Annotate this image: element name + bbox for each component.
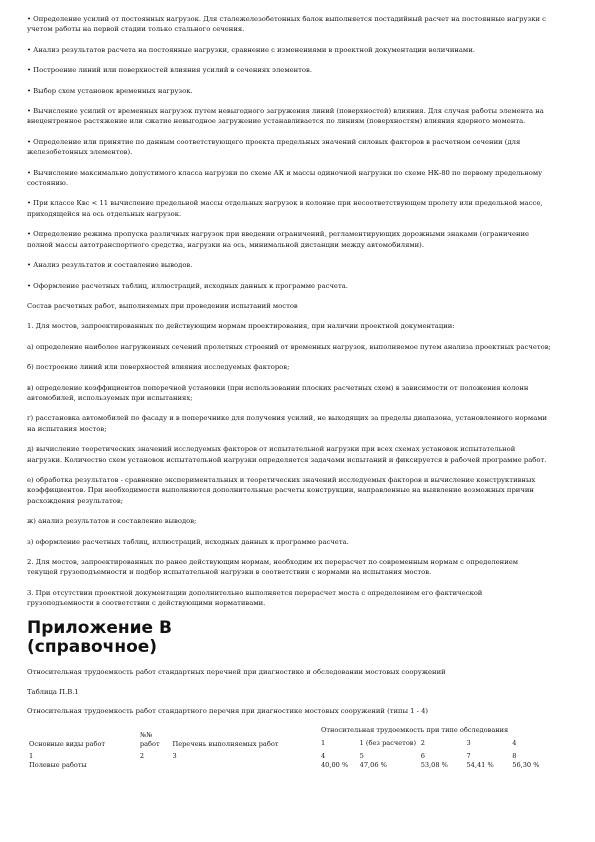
table-cell: 5 <box>359 751 364 760</box>
paragraph: ж) анализ результатов и составление выводов; <box>27 517 197 526</box>
col-num-header: №№ работ <box>139 730 160 748</box>
paragraph: 2. Для мостов, запроектированных по ранее действующим нормам, необходим их перерасчет по современным нормам с определением текущей грузоподъемности и подбор испытательной нагрузки в соответствии с нормами на испытания мостов. <box>27 558 519 577</box>
paragraph: • Определение режима пропуска различных нагрузок при введении ограничений, регламентирующих дорожными знаками (ограничение полной массы автотранспортного средства, нагрузки на ось, минимальной дистанции между автомобилями). <box>27 230 530 249</box>
table-cell: 4 <box>320 751 326 760</box>
type-3-header: 2 <box>420 739 425 748</box>
paragraph: б) построение линий или поверхностей влияния исследуемых факторов; <box>27 363 290 372</box>
table-cell: 3 <box>172 751 177 760</box>
table-cell: 54,41 % <box>466 760 494 769</box>
paragraph: • Определение или принятие по данным соответствующего проекта предельных значений силовых факторов в расчетном сечении (для железобетонных элементов). <box>27 137 521 157</box>
paragraph: • Оформление расчетных таблиц, иллюстраций, исходных данных к программе расчета. <box>27 281 348 290</box>
table-cell: 8 <box>512 751 517 760</box>
col-list-header: Перечень выполняемых работ <box>172 739 279 748</box>
col-main-header: Основные виды работ <box>29 739 106 748</box>
paragraph: • Выбор схем установок временных нагрузок. <box>27 86 193 95</box>
table-cell: 53,08 % <box>420 760 448 769</box>
paragraph: • Вычисление усилий от временных нагрузок путем невыгодного загружения линий (поверхностей) влияния. Для случая работы элемента на внецентренное растяжение или сжатие невыгодное загружение устанавливается по линиям (поверхностям) влияния ядерного момента. <box>27 107 544 126</box>
paragraph: • Анализ результатов расчета на постоянные нагрузки, сравнение с изменениями в проектной документации величинами. <box>27 45 475 54</box>
paragraph: • При классе Квс < 11 вычисление предельной массы отдельных нагрузок в колонне при несоответствующем пролету или предельной массе, приходящейся на ось отдельных нагрузок. <box>27 199 543 218</box>
table-cell <box>170 761 319 770</box>
paragraph: з) оформление расчетных таблиц, иллюстраций, исходных данных к программе расчета. <box>27 537 349 546</box>
paragraph: д) вычисление теоретических значений исследуемых факторов от испытательной нагрузки при всех схемах установок испытательной нагрузки. Количество схем установок испытательной нагрузки определяется задачами испытаний и фиксируется в рабочей программе работ. <box>27 445 547 464</box>
paragraph: 3. При отсутствии проектной документации дополнительно выполняется перерасчет моста с определением его фактической грузоподъемности в соответствии с действующими нормативами. <box>27 588 483 608</box>
appendix-heading-line2: (справочное) <box>27 637 158 658</box>
table-cell: 40,00 % <box>320 760 349 769</box>
table-cell: 47,06 % <box>359 760 387 769</box>
paragraph: • Вычисление максимально допустимого класса нагрузки по схеме АК и массы одиночной нагрузки по схеме НК-80 по первому предельному состоянию. <box>27 168 543 188</box>
table-label: Таблица П.В.1 <box>27 688 79 697</box>
table-index-row <box>27 749 551 761</box>
type-1-header: 1 <box>320 739 326 748</box>
section-subheading: Состав расчетных работ, выполняемых при проведении испытаний мостов <box>27 301 298 310</box>
table-cell: 1 <box>29 751 34 760</box>
appendix-heading-line1: Приложение В <box>27 617 172 638</box>
workload-table <box>27 726 551 770</box>
table-caption: Относительная трудоемкость работ стандартного перечня при диагностике мостовых сооружений (типы 1 - 4) <box>27 707 429 716</box>
paragraph: • Анализ результатов и составление выводов. <box>27 261 193 270</box>
appendix-subtitle: Относительная трудоемкость работ стандартных перечней при диагностике и обследовании мостовых сооружений <box>27 667 446 676</box>
paragraph: г) расстановка автомобилей по фасаду и в поперечнике для получения усилий, не выходящих за пределы диапазона, установленного нормами на испытания мостов; <box>27 414 548 433</box>
paragraph: • Построение линий или поверхностей влияния усилий в сечениях элементов. <box>27 66 313 75</box>
paragraph: в) определение коэффициентов поперечной установки (при использовании плоских расчетных схем) в зависимости от положения колонн автомобилей, используемых при испытаниях; <box>27 383 529 402</box>
group-header: Относительная трудоемкость при типе обследования <box>320 725 509 734</box>
appendix-heading <box>27 619 551 658</box>
paragraph: • Определение усилий от постоянных нагрузок. Для сталежелезобетонных балок выполняется постадийный расчет на постоянные нагрузки с учетом работы на первой стадии только стального сечения. <box>27 15 546 34</box>
type-4-header: 3 <box>466 739 471 748</box>
type-2-header: 1 (без расчетов) <box>359 739 417 748</box>
paragraph: а) определение наиболее нагруженных сечений пролетных строений от временных нагрузок, выполняемое путем анализа проектных расчетов; <box>27 342 551 351</box>
paragraph: 1. Для мостов, запроектированных по действующим нормам проектирования, при наличии проектной документации: <box>27 322 455 331</box>
table-row <box>27 761 551 770</box>
table-cell: Полевые работы <box>29 760 87 769</box>
paragraph: е) обработка результатов - сравнение экспериментальных и теоретических значений исследуемых факторов и вычисление конструктивных коэффициентов. При необходимости выполняются дополнительные расчеты конструкции, направленные на выявление возможных причин расхождения результатов; <box>27 475 536 505</box>
table-cell: 7 <box>466 751 471 760</box>
table-cell <box>138 761 171 770</box>
table-cell: 2 <box>139 751 145 760</box>
table-cell: 6 <box>420 751 425 760</box>
table-cell: 56,30 % <box>512 760 540 769</box>
type-5-header: 4 <box>512 739 517 748</box>
table-header-row-1 <box>27 726 551 740</box>
